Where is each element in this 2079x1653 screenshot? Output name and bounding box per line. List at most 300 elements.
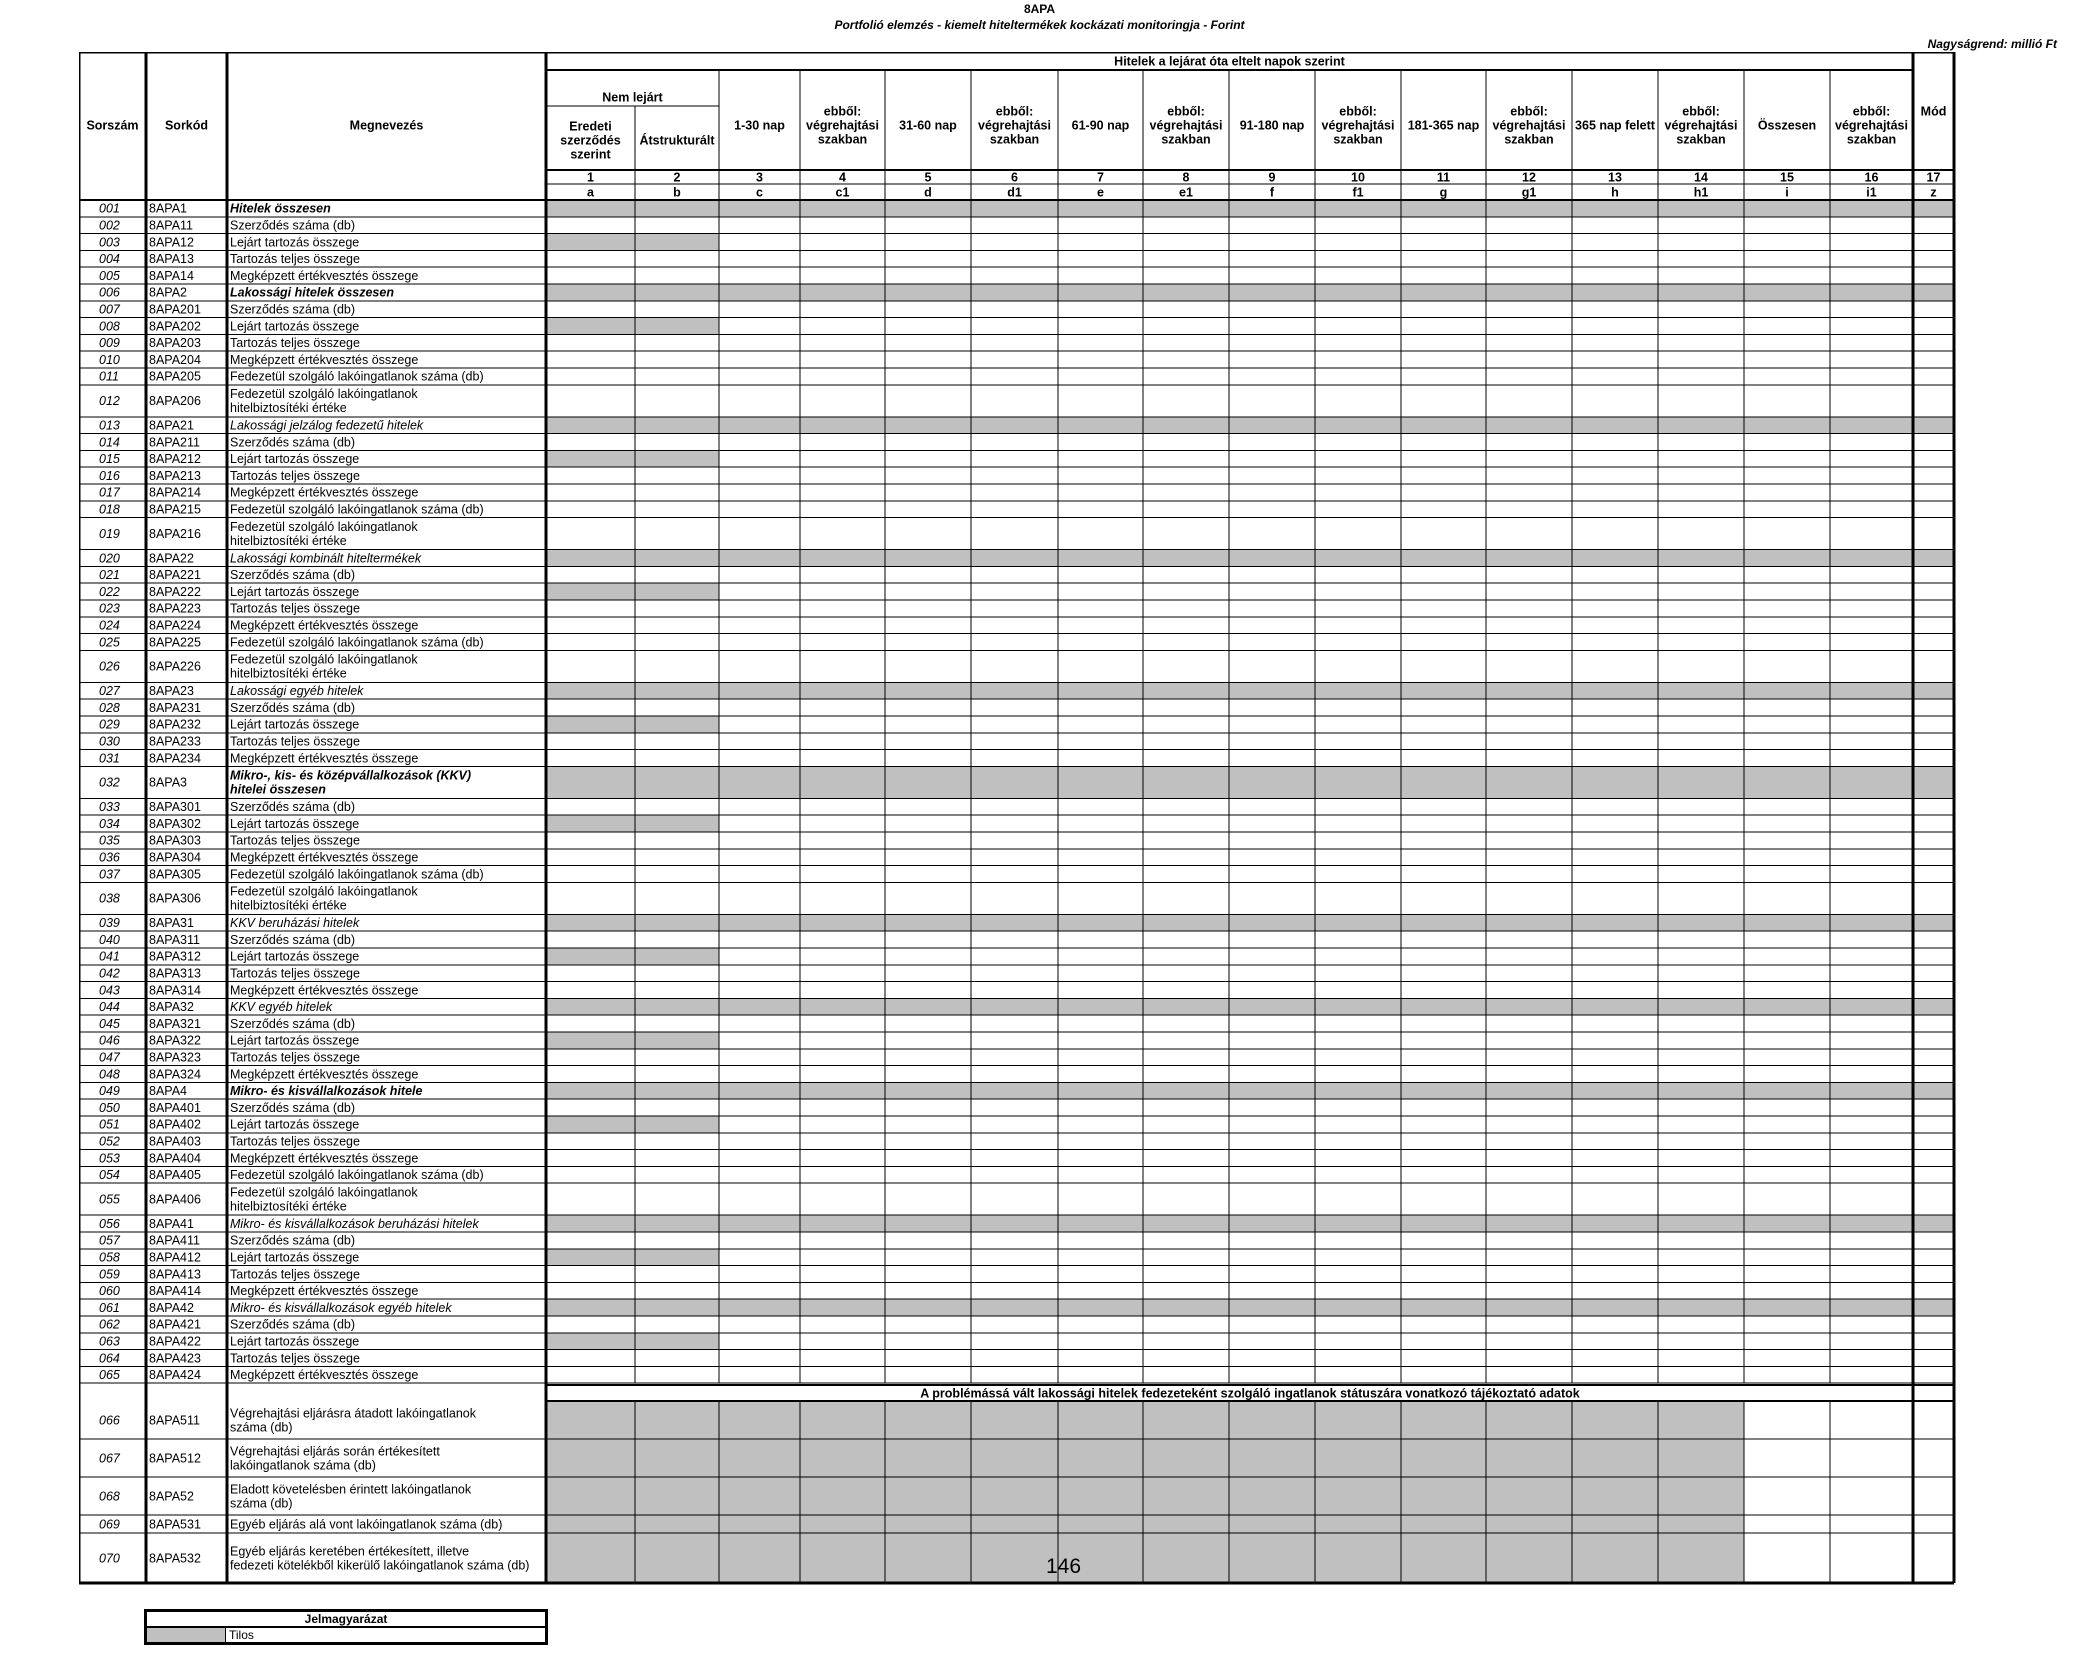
row-label: hitelbiztosítéki értéke (230, 898, 347, 913)
row-label: Végrehajtási eljárásra átadott lakóingatlanok (230, 1406, 476, 1421)
header-col-letter: h1 (1693, 185, 1709, 200)
row-code: 8APA216 (149, 526, 201, 541)
row-label: Lejárt tartozás összege (230, 1117, 360, 1132)
header-col-label: végrehajtási (806, 118, 879, 133)
row-number: 036 (99, 850, 120, 865)
row-number: 037 (99, 867, 120, 882)
shaded-cell (546, 234, 719, 251)
row-number: 068 (99, 1489, 120, 1504)
row-label: Fedezetül szolgáló lakóingatlanok (230, 387, 418, 402)
row-number: 039 (99, 916, 120, 931)
shaded-cell (546, 583, 719, 600)
row-number: 025 (99, 635, 120, 650)
row-label: Megképzett értékvesztés összege (230, 485, 419, 500)
shaded-row (546, 417, 1954, 434)
row-number: 054 (99, 1168, 120, 1183)
row-code: 8APA41 (149, 1216, 194, 1231)
header-col-label: szakban (1676, 132, 1726, 147)
row-label: Lejárt tartozás összege (230, 235, 360, 250)
row-label: Megképzett értékvesztés összege (230, 1151, 419, 1166)
header-col-label: ebből: (823, 104, 862, 119)
header-col-label: 31-60 nap (899, 118, 957, 133)
row-number: 063 (99, 1334, 120, 1349)
row-number: 027 (99, 684, 120, 699)
row-code: 8APA412 (149, 1250, 201, 1265)
row-label: hitelbiztosítéki értéke (230, 666, 347, 681)
row-number: 030 (99, 734, 120, 749)
header-megnevezes: Megnevezés (349, 118, 424, 133)
header-col-label: ebből: (1510, 104, 1548, 119)
header-col-label: végrehajtási (1664, 118, 1738, 133)
row-code: 8APA233 (149, 734, 201, 749)
header-col-number: 12 (1522, 170, 1536, 185)
row-label: Tartozás teljes összege (230, 1050, 360, 1065)
row-code: 8APA214 (149, 485, 201, 500)
row-number: 041 (99, 949, 120, 964)
row-code: 8APA31 (149, 916, 194, 931)
row-number: 033 (99, 800, 120, 815)
header-col-number: 3 (756, 170, 763, 185)
row-number: 015 (99, 452, 120, 467)
row-code: 8APA303 (149, 833, 201, 848)
header-col-letter: a (587, 185, 594, 200)
header-col-number: 1 (587, 170, 594, 185)
row-code: 8APA215 (149, 502, 201, 517)
header-col-label: végrehajtási (1835, 118, 1908, 133)
legend-swatch (147, 1628, 226, 1642)
row-number: 022 (99, 584, 120, 599)
header-col-letter: d1 (1007, 185, 1022, 200)
row-code: 8APA226 (149, 659, 201, 674)
row-code: 8APA223 (149, 601, 201, 616)
row-label: Lakossági egyéb hitelek (230, 684, 364, 699)
row-number: 029 (99, 717, 120, 732)
row-number: 067 (99, 1451, 120, 1466)
row-code: 8APA424 (149, 1368, 201, 1383)
row-number: 014 (99, 435, 120, 450)
row-label: Szerződés száma (db) (230, 1016, 356, 1031)
row-label: Megképzett értékvesztés összege (230, 352, 419, 367)
row-code: 8APA32 (149, 1000, 194, 1015)
row-code: 8APA401 (149, 1100, 201, 1115)
header-col-label: végrehajtási (1321, 118, 1395, 133)
row-label: Lejárt tartozás összege (230, 949, 360, 964)
header-col-label: szakban (1161, 132, 1211, 147)
row-number: 004 (99, 252, 120, 267)
shaded-row (546, 1299, 1954, 1316)
row-label: Végrehajtási eljárás során értékesített (230, 1444, 440, 1459)
row-number: 069 (99, 1517, 120, 1532)
shaded-row (546, 284, 1954, 301)
row-label: Tartozás teljes összege (230, 1134, 360, 1149)
row-number: 005 (99, 268, 120, 283)
row-label: hitelei összesen (230, 782, 326, 797)
row-label: Lejárt tartozás összege (230, 717, 360, 732)
row-label: Lakossági hitelek összesen (230, 285, 394, 300)
row-code: 8APA222 (149, 584, 201, 599)
row-code: 8APA23 (149, 684, 194, 699)
row-label: Egyéb eljárás alá vont lakóingatlanok száma (db) (230, 1517, 503, 1532)
row-number: 047 (99, 1050, 120, 1065)
row-label: Lejárt tartozás összege (230, 1250, 360, 1265)
header-col-number: 4 (839, 170, 846, 185)
row-number: 058 (99, 1250, 120, 1265)
header-col-number: 5 (924, 170, 932, 185)
row-label: Lejárt tartozás összege (230, 584, 360, 599)
row-number: 012 (99, 394, 120, 409)
row-code: 8APA13 (149, 252, 194, 267)
row-label: Tartozás teljes összege (230, 1267, 360, 1282)
row-label: KKV beruházási hitelek (230, 916, 360, 931)
row-code: 8APA312 (149, 949, 201, 964)
row-label: Lejárt tartozás összege (230, 1033, 360, 1048)
row-label: Szerződés száma (db) (230, 800, 356, 815)
row-number: 013 (99, 418, 120, 433)
row-code: 8APA406 (149, 1192, 201, 1207)
row-number: 065 (99, 1368, 120, 1383)
row-label: Szerződés száma (db) (230, 1317, 356, 1332)
header-col-label: szakban (1504, 132, 1554, 147)
row-label: Szerződés száma (db) (230, 1100, 356, 1115)
header-col-number: 6 (1011, 170, 1018, 185)
header-col-number: 9 (1268, 170, 1276, 185)
row-label: Tartozás teljes összege (230, 966, 360, 981)
row-label: Megképzett értékvesztés összege (230, 618, 419, 633)
header-col-label: Eredeti (569, 119, 612, 134)
header-col-letter: g1 (1521, 185, 1537, 200)
row-label: Tartozás teljes összege (230, 252, 360, 267)
row-number: 043 (99, 983, 120, 998)
header-col-letter: i1 (1866, 185, 1877, 200)
header-sorszam: Sorszám (86, 118, 139, 133)
row-number: 046 (99, 1033, 120, 1048)
row-code: 8APA423 (149, 1351, 201, 1366)
row-label: Fedezetül szolgáló lakóingatlanok (230, 1185, 418, 1200)
row-code: 8APA206 (149, 394, 201, 409)
header-col-number: 8 (1182, 170, 1190, 185)
form-code: 8APA (1023, 2, 1056, 16)
row-code: 8APA231 (149, 700, 201, 715)
row-number: 045 (99, 1016, 120, 1031)
row-code: 8APA205 (149, 369, 201, 384)
row-label: lakóingatlanok száma (db) (230, 1458, 376, 1473)
row-number: 055 (99, 1192, 120, 1207)
row-number: 066 (99, 1413, 120, 1428)
row-label: Mikro- és kisvállalkozások beruházási hitelek (230, 1216, 479, 1231)
header-col-label: szerint (570, 147, 611, 162)
row-code: 8APA3 (149, 775, 187, 790)
header-group: Hitelek a lejárat óta eltelt napok szerint (1114, 54, 1345, 69)
row-label: fedezeti kötelékből kikerülő lakóingatlanok száma (db) (230, 1558, 530, 1573)
row-code: 8APA422 (149, 1334, 201, 1349)
row-label: Tartozás teljes összege (230, 336, 360, 351)
row-code: 8APA203 (149, 336, 201, 351)
row-number: 061 (99, 1300, 120, 1315)
row-label: Lejárt tartozás összege (230, 816, 360, 831)
row-label: Mikro- és kisvállalkozások egyéb hitelek (230, 1300, 452, 1315)
header-col-number: 17 (1926, 170, 1941, 185)
row-number: 042 (99, 966, 120, 981)
row-number: 048 (99, 1067, 120, 1082)
header-col-letter: c1 (835, 185, 850, 200)
row-number: 003 (99, 235, 120, 250)
header-col-number: 16 (1864, 170, 1879, 185)
row-code: 8APA201 (149, 302, 201, 317)
row-number: 032 (99, 775, 120, 790)
shaded-row (546, 766, 1954, 798)
header-col-label: ebből: (1339, 104, 1377, 119)
header-col-number: 13 (1608, 170, 1622, 185)
header-col-label: Átstrukturált (639, 133, 715, 148)
row-code: 8APA234 (149, 751, 201, 766)
row-number: 035 (99, 833, 120, 848)
shaded-row (546, 682, 1954, 699)
row-number: 070 (99, 1551, 120, 1566)
unit-scale-label: Nagyságrend: millió Ft (1927, 37, 2057, 51)
shaded-cell (546, 1439, 1744, 1477)
row-code: 8APA405 (149, 1168, 201, 1183)
shaded-cell (546, 1032, 719, 1049)
row-label: Eladott követelésben érintett lakóingatlanok (230, 1482, 472, 1497)
row-code: 8APA322 (149, 1033, 201, 1048)
row-label: hitelbiztosítéki értéke (230, 1199, 347, 1214)
header-col-label: ebből: (1852, 104, 1891, 119)
shaded-cell (546, 1401, 1744, 1439)
header-col-label: végrehajtási (978, 118, 1051, 133)
shaded-row (546, 200, 1954, 217)
row-code: 8APA301 (149, 800, 201, 815)
row-code: 8APA12 (149, 235, 194, 250)
header-col-number: 2 (673, 170, 681, 185)
row-code: 8APA22 (149, 551, 194, 566)
form-title: Portfolió elemzés - kiemelt hiteltermékek kockázati monitoringja - Forint (834, 18, 1245, 32)
row-label: hitelbiztosítéki értéke (230, 401, 347, 416)
row-code: 8APA403 (149, 1134, 201, 1149)
row-code: 8APA324 (149, 1067, 201, 1082)
shaded-cell (546, 1333, 719, 1350)
row-code: 8APA323 (149, 1050, 201, 1065)
shaded-cell (546, 450, 719, 467)
row-label: Lakossági jelzálog fedezetű hitelek (230, 418, 424, 433)
row-label: Tartozás teljes összege (230, 468, 360, 483)
row-number: 006 (99, 285, 120, 300)
row-number: 064 (99, 1351, 120, 1366)
shaded-cell (546, 716, 719, 733)
shaded-row (546, 998, 1954, 1015)
header-col-label: 61-90 nap (1071, 118, 1130, 133)
row-code: 8APA314 (149, 983, 201, 998)
row-number: 019 (99, 526, 120, 541)
row-number: 038 (99, 891, 120, 906)
shaded-cell (546, 318, 719, 335)
header-col-letter: f (1269, 185, 1275, 200)
row-code: 8APA1 (149, 201, 187, 216)
row-number: 034 (99, 816, 120, 831)
header-col-label: végrehajtási (1492, 118, 1566, 133)
header-col-label: 181-365 nap (1407, 118, 1480, 133)
row-label: Szerződés száma (db) (230, 435, 356, 450)
row-number: 028 (99, 700, 120, 715)
row-label: Fedezetül szolgáló lakóingatlanok (230, 652, 418, 667)
row-code: 8APA512 (149, 1451, 201, 1466)
header-col-letter: d (924, 185, 932, 200)
header-col-letter: g (1439, 185, 1448, 200)
row-code: 8APA421 (149, 1317, 201, 1332)
row-code: 8APA411 (149, 1233, 200, 1248)
row-code: 8APA225 (149, 635, 201, 650)
row-label: Megképzett értékvesztés összege (230, 268, 419, 283)
row-number: 010 (99, 352, 120, 367)
row-code: 8APA204 (149, 352, 201, 367)
row-code: 8APA52 (149, 1489, 194, 1504)
legend-title: Jelmagyarázat (147, 1612, 545, 1628)
row-number: 002 (99, 218, 120, 233)
header-col-letter: e1 (1179, 185, 1193, 200)
row-label: Lakossági kombinált hiteltermékek (230, 551, 422, 566)
row-number: 051 (99, 1117, 120, 1132)
row-code: 8APA11 (149, 218, 194, 233)
row-number: 062 (99, 1317, 120, 1332)
row-label: Mikro-, kis- és középvállalkozások (KKV) (230, 768, 472, 783)
row-number: 026 (99, 659, 120, 674)
row-label: Tartozás teljes összege (230, 734, 360, 749)
row-code: 8APA304 (149, 850, 201, 865)
row-code: 8APA402 (149, 1117, 201, 1132)
row-label: Lejárt tartozás összege (230, 1334, 360, 1349)
row-number: 017 (99, 485, 120, 500)
row-number: 024 (99, 618, 120, 633)
header-col-number: 7 (1097, 170, 1104, 185)
row-code: 8APA511 (149, 1413, 200, 1428)
row-code: 8APA4 (149, 1084, 187, 1099)
row-number: 056 (99, 1216, 120, 1231)
row-code: 8APA305 (149, 867, 201, 882)
row-number: 059 (99, 1267, 120, 1282)
row-code: 8APA42 (149, 1300, 194, 1315)
row-label: Szerződés száma (db) (230, 700, 356, 715)
shaded-row (546, 914, 1954, 931)
row-code: 8APA2 (149, 285, 187, 300)
header-col-number: 11 (1436, 170, 1451, 185)
row-label: Tartozás teljes összege (230, 1351, 360, 1366)
row-code: 8APA302 (149, 816, 201, 831)
header-col-label: végrehajtási (1149, 118, 1223, 133)
row-label: Hitelek összesen (230, 201, 331, 216)
page-number: 146 (1046, 1555, 1082, 1578)
report-table (79, 52, 2057, 1590)
row-label: Szerződés száma (db) (230, 218, 356, 233)
row-code: 8APA213 (149, 468, 201, 483)
header-col-number: 14 (1694, 170, 1708, 185)
header-col-label: 91-180 nap (1239, 118, 1305, 133)
row-number: 060 (99, 1284, 120, 1299)
legend-item (147, 1628, 545, 1642)
row-label: Megképzett értékvesztés összege (230, 751, 419, 766)
header-sorkod: Sorkód (164, 118, 209, 133)
row-label: Fedezetül szolgáló lakóingatlanok (230, 884, 418, 899)
row-number: 044 (99, 1000, 120, 1015)
header-nem-lejart: Nem lejárt (602, 90, 663, 105)
row-number: 007 (99, 302, 120, 317)
header-col-label: szakban (1333, 132, 1383, 147)
row-label: Fedezetül szolgáló lakóingatlanok (230, 519, 418, 534)
row-label: Fedezetül szolgáló lakóingatlanok száma (db) (230, 502, 484, 517)
row-label: Tartozás teljes összege (230, 833, 360, 848)
row-number: 052 (99, 1134, 120, 1149)
row-number: 040 (99, 932, 120, 947)
header-col-letter: e (1097, 185, 1104, 200)
row-code: 8APA21 (149, 418, 194, 433)
row-code: 8APA212 (149, 452, 201, 467)
row-label: Megképzett értékvesztés összege (230, 850, 419, 865)
row-code: 8APA413 (149, 1267, 201, 1282)
row-label: Lejárt tartozás összege (230, 319, 360, 334)
row-number: 016 (99, 468, 120, 483)
row-code: 8APA306 (149, 891, 201, 906)
row-label: Fedezetül szolgáló lakóingatlanok száma (db) (230, 867, 484, 882)
header-mod: Mód (1920, 104, 1947, 119)
row-label: Fedezetül szolgáló lakóingatlanok száma (db) (230, 369, 484, 384)
row-number: 021 (99, 568, 120, 583)
row-label: Szerződés száma (db) (230, 568, 356, 583)
row-number: 057 (99, 1233, 120, 1248)
shaded-cell (546, 1116, 719, 1133)
row-label: Szerződés száma (db) (230, 932, 356, 947)
legend (144, 1609, 548, 1645)
row-code: 8APA232 (149, 717, 201, 732)
row-label: Fedezetül szolgáló lakóingatlanok száma (db) (230, 1168, 484, 1183)
row-label: KKV egyéb hitelek (230, 1000, 333, 1015)
header-col-label: ebből: (1167, 104, 1205, 119)
row-code: 8APA202 (149, 319, 201, 334)
header-col-letter: f1 (1352, 185, 1364, 200)
shaded-cell (546, 1249, 719, 1266)
row-label: Megképzett értékvesztés összege (230, 1368, 419, 1383)
header-col-letter: c (756, 185, 763, 200)
header-col-letter: i (1785, 185, 1789, 200)
row-number: 008 (99, 319, 120, 334)
row-label: Tartozás teljes összege (230, 601, 360, 616)
header-col-letter: z (1930, 185, 1937, 200)
shaded-cell (546, 1477, 1744, 1515)
row-number: 023 (99, 601, 120, 616)
row-code: 8APA14 (149, 268, 194, 283)
header-col-number: 15 (1780, 170, 1794, 185)
header-col-letter: h (1611, 185, 1619, 200)
shaded-row (546, 1082, 1954, 1099)
row-label: száma (db) (230, 1496, 293, 1511)
row-number: 001 (99, 201, 120, 216)
shaded-cell (546, 948, 719, 965)
shaded-cell (546, 1515, 1744, 1533)
row-code: 8APA404 (149, 1151, 201, 1166)
shaded-row (546, 1215, 1954, 1232)
row-label: Megképzett értékvesztés összege (230, 1284, 419, 1299)
header-col-label: szakban (817, 132, 868, 147)
row-label: Egyéb eljárás keretében értékesített, illetve (230, 1544, 470, 1559)
row-code: 8APA224 (149, 618, 201, 633)
row-label: Szerződés száma (db) (230, 302, 356, 317)
row-code: 8APA531 (149, 1517, 201, 1532)
row-code: 8APA211 (149, 435, 200, 450)
row-label: Mikro- és kisvállalkozások hitele (230, 1084, 423, 1099)
row-number: 053 (99, 1151, 120, 1166)
header-col-label: ebből: (1682, 104, 1720, 119)
header-col-label: Összesen (1757, 118, 1817, 133)
row-label: hitelbiztosítéki értéke (230, 533, 347, 548)
row-number: 018 (99, 502, 120, 517)
row-number: 011 (99, 369, 119, 384)
